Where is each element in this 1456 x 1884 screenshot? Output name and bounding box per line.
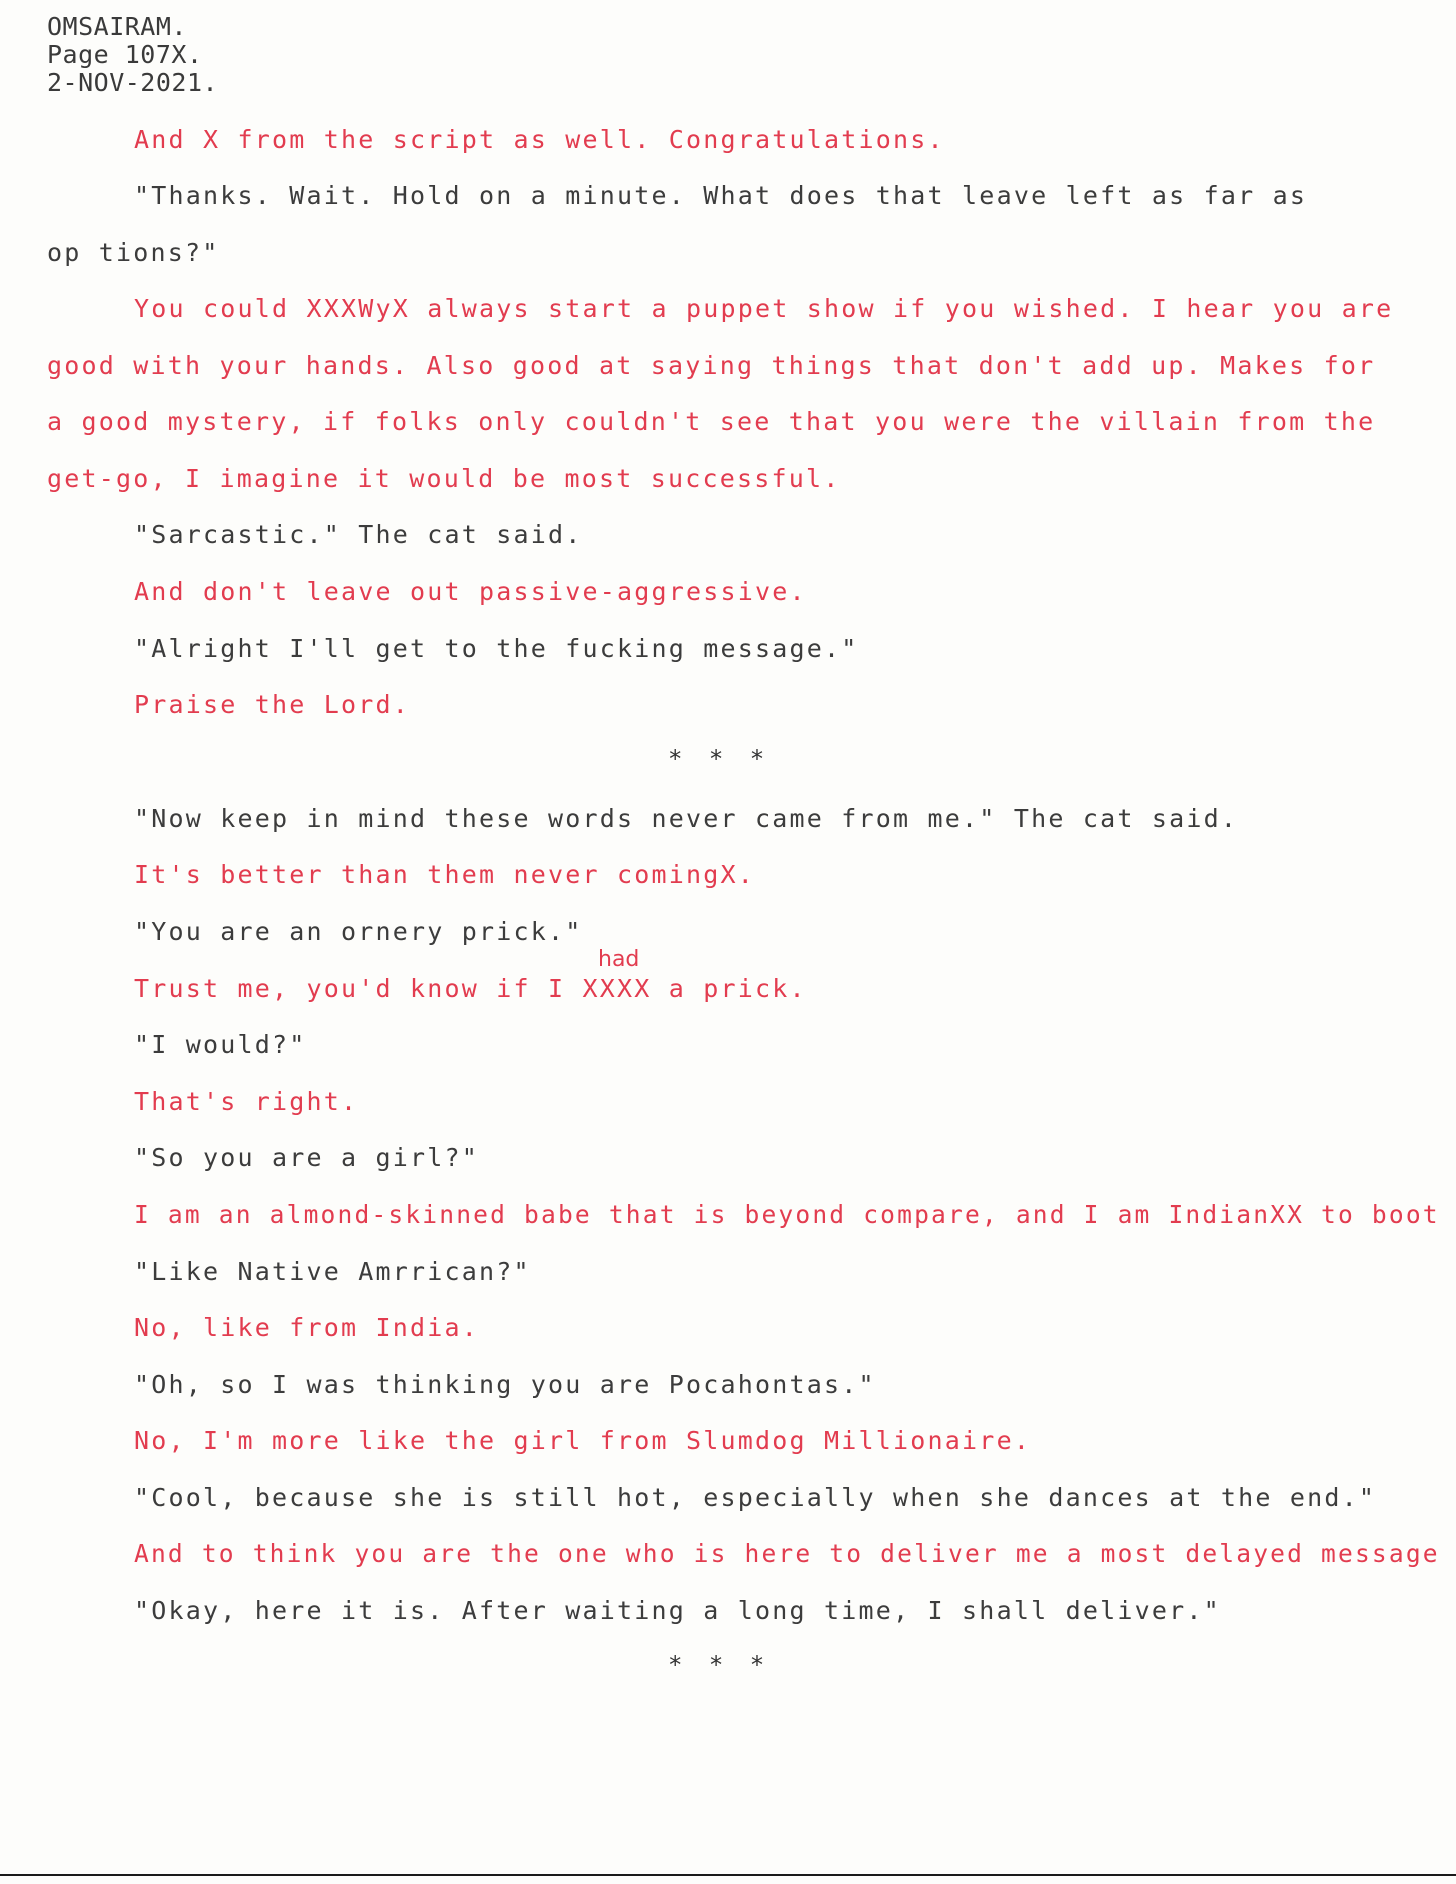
handwritten-insert: had [598,947,640,972]
text-line: Praise the Lord. [134,690,411,719]
text-line: "Sarcastic." The cat said. [134,520,583,549]
text-line: That's right. [134,1087,359,1116]
text-line: And don't leave out passive-aggressive. [134,577,807,606]
text-line: "Okay, here it is. After waiting a long time, I shall deliver." [134,1596,1221,1625]
text-line: a good mystery, if folks only couldn't see that you were the villain from the [47,407,1376,436]
header-page-number: Page 107X. [47,40,203,69]
text-line: Trust me, you'd know if I XXXX a prick. [134,974,807,1003]
text-line: "You are an ornery prick." [134,917,583,946]
text-line: And to think you are the one who is here to deliver me a most delayed message [134,1539,1440,1568]
scene-separator: * * * [668,745,771,773]
text-line: "Now keep in mind these words never came from me." The cat said. [134,804,1239,833]
text-line: good with your hands. Also good at saying things that don't add up. Makes for [47,351,1376,380]
text-line: "Alright I'll get to the fucking message." [134,634,859,663]
text-line: You could XXXWyX always start a puppet show if you wished. I hear you are [134,294,1394,323]
text-line: "Thanks. Wait. Hold on a minute. What does that leave left as far as [134,181,1308,210]
text-line: It's better than them never comingX. [134,860,756,889]
text-line: And X from the script as well. Congratulations. [134,125,945,154]
header-date: 2-NOV-2021. [47,68,219,97]
text-line: "I would?" [134,1030,307,1059]
page-edge-divider [0,1874,1456,1876]
text-line: op tions?" [47,238,220,267]
scene-separator: * * * [668,1651,771,1679]
text-line: "Like Native Amrrican?" [134,1257,531,1286]
header-author: OMSAIRAM. [47,12,187,41]
text-line: "Oh, so I was thinking you are Pocahontas." [134,1370,876,1399]
text-line: I am an almond-skinned babe that is beyond compare, and I am IndianXX to boot [134,1200,1440,1229]
text-line: "So you are a girl?" [134,1143,480,1172]
text-line: No, like from India. [134,1313,480,1342]
text-line: get-go, I imagine it would be most successful. [47,464,841,493]
text-line: No, I'm more like the girl from Slumdog Millionaire. [134,1426,1032,1455]
text-line: "Cool, because she is still hot, especially when she dances at the end." [134,1483,1377,1512]
